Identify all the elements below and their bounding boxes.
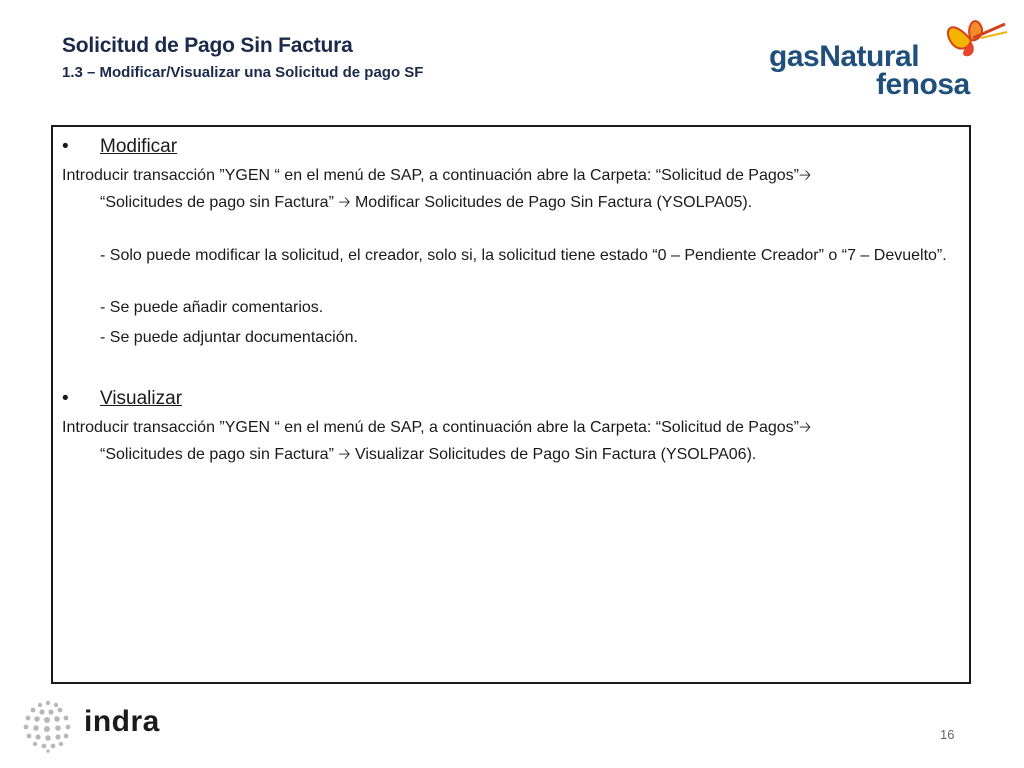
instruction-line1: Introducir transacción ”YGEN “ en el menú de SAP, a continuación abre la Carpeta: “Solicitud de Pagos”	[62, 167, 799, 184]
butterfly-icon	[941, 12, 1011, 62]
instruction-line2b: Visualizar Solicitudes de Pago Sin Factura (YSOLPA06).	[350, 446, 757, 463]
gas-natural-fenosa-logo	[765, 12, 1015, 102]
slide-title: Solicitud de Pago Sin Factura	[62, 34, 353, 57]
instruction-line2: “Solicitudes de pago sin Factura”	[100, 194, 339, 211]
note-item: - Se puede adjuntar documentación.	[100, 329, 358, 346]
logo-text-line1: gasNatural	[769, 40, 920, 73]
arrow-right-icon: 🡢	[338, 445, 351, 463]
section-heading-visualizar: Visualizar	[100, 388, 183, 409]
indra-logo-text: indra	[84, 705, 160, 738]
indra-logo	[20, 697, 180, 753]
section-visualizar-instruction	[62, 414, 952, 468]
bullet-marker: •	[62, 136, 69, 157]
arrow-right-icon: 🡢	[799, 418, 812, 436]
instruction-line2: “Solicitudes de pago sin Factura”	[100, 446, 339, 463]
section-heading-modificar: Modificar	[100, 136, 178, 157]
indra-dot-sphere-icon	[20, 697, 76, 753]
slide-subtitle: 1.3 – Modificar/Visualizar una Solicitud de pago SF	[62, 64, 424, 81]
note-item: - Se puede añadir comentarios.	[100, 299, 324, 316]
note-item: - Solo puede modificar la solicitud, el creador, solo si, la solicitud tiene estado “0 – Pendiente Creador” o “7 – Devuelto”.	[100, 247, 947, 264]
arrow-right-icon: 🡢	[338, 193, 351, 211]
logo-text-line2: fenosa	[876, 68, 970, 101]
instruction-line2b: Modificar Solicitudes de Pago Sin Factura (YSOLPA05).	[350, 194, 753, 211]
arrow-right-icon: 🡢	[799, 166, 812, 184]
page-number: 16	[940, 727, 955, 742]
instruction-line1: Introducir transacción ”YGEN “ en el menú de SAP, a continuación abre la Carpeta: “Solicitud de Pagos”	[62, 419, 799, 436]
bullet-marker: •	[62, 388, 69, 409]
section-modificar-instruction	[62, 162, 952, 216]
